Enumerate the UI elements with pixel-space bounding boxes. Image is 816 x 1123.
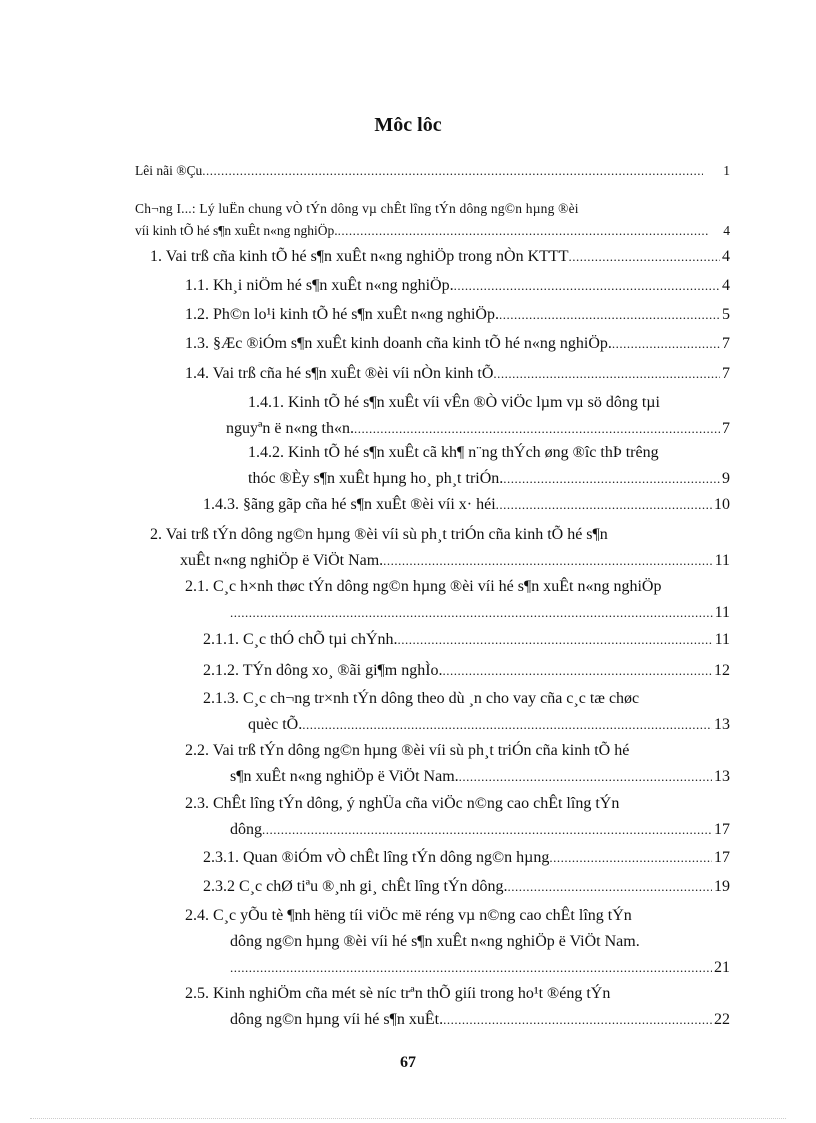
toc-entry	[203, 658, 730, 684]
toc-entry	[185, 903, 730, 981]
dot-leader	[230, 955, 712, 981]
toc-entry-page: 13	[714, 716, 730, 733]
toc-entry-text: 1.3. §Æc ®iÓm s¶n xuÊt kinh doanh cña kinh tÕ hé n«ng nghiÖp.	[185, 335, 612, 352]
toc-entry	[185, 331, 730, 357]
dot-leader	[496, 492, 712, 518]
toc-entry-text: 2.1.3. C¸c ch¬ng tr×nh tÝn dông theo dù ¸n cho vay cña c¸c tæ chøc	[203, 690, 640, 707]
toc-entry	[203, 845, 730, 871]
dot-leader	[493, 361, 720, 387]
toc-entry-page: 7	[722, 365, 730, 382]
toc-entry	[203, 492, 730, 518]
toc-entry	[185, 791, 730, 843]
dot-leader	[302, 712, 712, 738]
toc-entry-page: 4	[722, 277, 730, 294]
toc-entry	[185, 738, 730, 790]
toc-entry-text-cont: dông ng©n hµng víi hé s¶n xuÊt.	[230, 1011, 444, 1028]
toc-entry	[185, 302, 730, 328]
toc-entry	[150, 244, 730, 270]
toc-entry-page: 7	[722, 335, 730, 352]
toc-entry-page: 5	[722, 306, 730, 323]
dot-leader	[503, 466, 720, 492]
toc-entry-text: 2.1.1. C¸c thÓ chÕ tµi chÝnh.	[203, 631, 398, 648]
dot-leader	[612, 331, 720, 357]
toc-entry-text: 2.1.2. TÝn dông xo¸ ®ãi gi¶m nghÌo.	[203, 662, 443, 679]
dot-leader	[398, 627, 713, 653]
toc-entry	[203, 440, 730, 492]
dot-leader	[202, 158, 703, 184]
dot-leader	[454, 273, 720, 299]
page-title: Môc lôc	[374, 114, 442, 136]
toc-entry-text: 2. Vai trß tÝn dông ng©n hµng ®èi víi sù ph¸t triÓn cña kinh tÕ hé s¶n	[150, 526, 608, 543]
dot-leader	[338, 218, 710, 244]
toc-entry-page: 13	[714, 768, 730, 785]
toc-entry	[203, 627, 730, 653]
dot-leader	[459, 764, 712, 790]
dot-leader	[549, 845, 712, 871]
toc-entry-text: 2.1. C¸c h×nh thøc tÝn dông ng©n hµng ®èi víi hé s¶n xuÊt n«ng nghiÖp	[185, 578, 662, 595]
dot-leader	[354, 416, 720, 442]
toc-entry-text: 2.2. Vai trß tÝn dông ng©n hµng ®èi víi sù ph¸t triÓn cña kinh tÕ hé	[185, 742, 630, 759]
toc-entry-page: 12	[714, 662, 730, 679]
toc-entry-text: 2.3.1. Quan ®iÓm vÒ chÊt lîng tÝn dông ng©n hµng	[203, 849, 550, 866]
dot-leader	[443, 658, 712, 684]
toc-entry-page: 19	[714, 878, 730, 895]
toc-entry-text: 1.2. Ph©n lo¹i kinh tÕ hé s¶n xuÊt n«ng nghiÖp.	[185, 306, 499, 323]
dot-leader	[262, 817, 712, 843]
dot-leader	[443, 1007, 712, 1033]
toc-entry-text-cont: dông ng©n hµng ®èi víi hé s¶n xuÊt n«ng nghiÖp ë ViÖt Nam.	[230, 933, 640, 950]
dot-leader	[230, 600, 713, 626]
toc-entry-text: 1.4.2. Kinh tÕ hé s¶n xuÊt cã kh¶ n¨ng thÝch øng ®îc thÞ trêng	[248, 444, 659, 461]
page-bottom-border	[30, 1118, 786, 1119]
dot-leader	[499, 302, 720, 328]
toc-entry	[185, 361, 730, 387]
toc-entry-page: 11	[714, 604, 730, 621]
dot-leader	[568, 244, 720, 270]
toc-entry	[185, 574, 730, 626]
toc-entry-page: 17	[714, 821, 730, 838]
toc-entry-text: 2.3.2 C¸c chØ tiªu ®¸nh gi¸ chÊt lîng tÝn dông.	[203, 878, 508, 895]
toc-entry-text-cont: dông	[230, 821, 262, 838]
toc-entry-text: 1.4. Vai trß cña hé s¶n xuÊt ®èi víi nÒn kinh tÕ	[185, 365, 494, 382]
toc-entry-page: 1	[723, 163, 730, 178]
toc-entry-page: 21	[714, 959, 730, 976]
dot-leader	[383, 548, 712, 574]
toc-entry-page: 10	[714, 496, 730, 513]
toc-entry-text: 2.4. C¸c yÕu tè ¶nh hëng tíi viÖc më réng vµ n©ng cao chÊt lîng tÝn	[185, 907, 632, 924]
toc-entry	[203, 874, 730, 900]
toc-entry-text: 1. Vai trß cña kinh tÕ hé s¶n xuÊt n«ng nghiÖp trong nÒn KTTT	[150, 248, 569, 265]
toc-entry-page: 17	[714, 849, 730, 866]
toc-entry	[185, 981, 730, 1033]
toc-entry-page: 11	[714, 552, 730, 569]
page-number: 67	[400, 1054, 416, 1071]
toc-entry-text-cont: nguyªn ë n«ng th«n.	[226, 420, 354, 437]
toc-entry	[203, 686, 730, 738]
toc-entry-text: 1.1. Kh¸i niÖm hé s¶n xuÊt n«ng nghiÖp.	[185, 277, 454, 294]
toc-entry-page: 9	[722, 470, 730, 487]
toc-entry	[150, 522, 730, 574]
toc-entry-text: Ch¬ng I...: Lý luËn chung vÒ tÝn dông vµ chÊt lîng tÝn dông ng©n hµng ®èi	[135, 201, 579, 216]
toc-entry-text-cont: s¶n xuÊt n«ng nghiÖp ë ViÖt Nam.	[230, 768, 459, 785]
dot-leader	[508, 874, 712, 900]
toc-entry	[135, 158, 730, 184]
toc-entry-page: 11	[714, 631, 730, 648]
toc-entry-text-cont: thóc ®Èy s¶n xuÊt hµng ho¸ ph¸t triÓn.	[248, 470, 504, 487]
toc-entry	[135, 196, 730, 244]
toc-entry	[185, 273, 730, 299]
toc-entry	[203, 390, 730, 442]
toc-entry-page: 22	[714, 1011, 730, 1028]
toc-entry-text: Lêi nãi ®Çu	[135, 163, 203, 178]
toc-entry-text-cont: quèc tÕ.	[248, 716, 303, 733]
toc-entry-text: 1.4.3. §ãng gãp cña hé s¶n xuÊt ®èi víi x· héi	[203, 496, 496, 513]
toc-entry-text-cont: xuÊt n«ng nghiÖp ë ViÖt Nam.	[180, 552, 384, 569]
toc-entry-page: 7	[722, 420, 730, 437]
toc-entry-text: 2.5. Kinh nghiÖm cña mét sè níc trªn thÕ giíi trong ho¹t ®éng tÝn	[185, 985, 611, 1002]
toc-entry-text: 2.3. ChÊt lîng tÝn dông, ý nghÜa cña viÖc n©ng cao chÊt lîng tÝn	[185, 795, 620, 812]
toc-entry-text: 1.4.1. Kinh tÕ hé s¶n xuÊt víi vÊn ®Ò viÖc lµm vµ sö dông tµi	[248, 394, 660, 411]
toc-entry-page: 4	[722, 248, 730, 265]
toc-entry-page: 4	[723, 223, 730, 238]
toc-entry-text-cont: víi kinh tÕ hé s¶n xuÊt n«ng nghiÖp.	[135, 223, 338, 238]
